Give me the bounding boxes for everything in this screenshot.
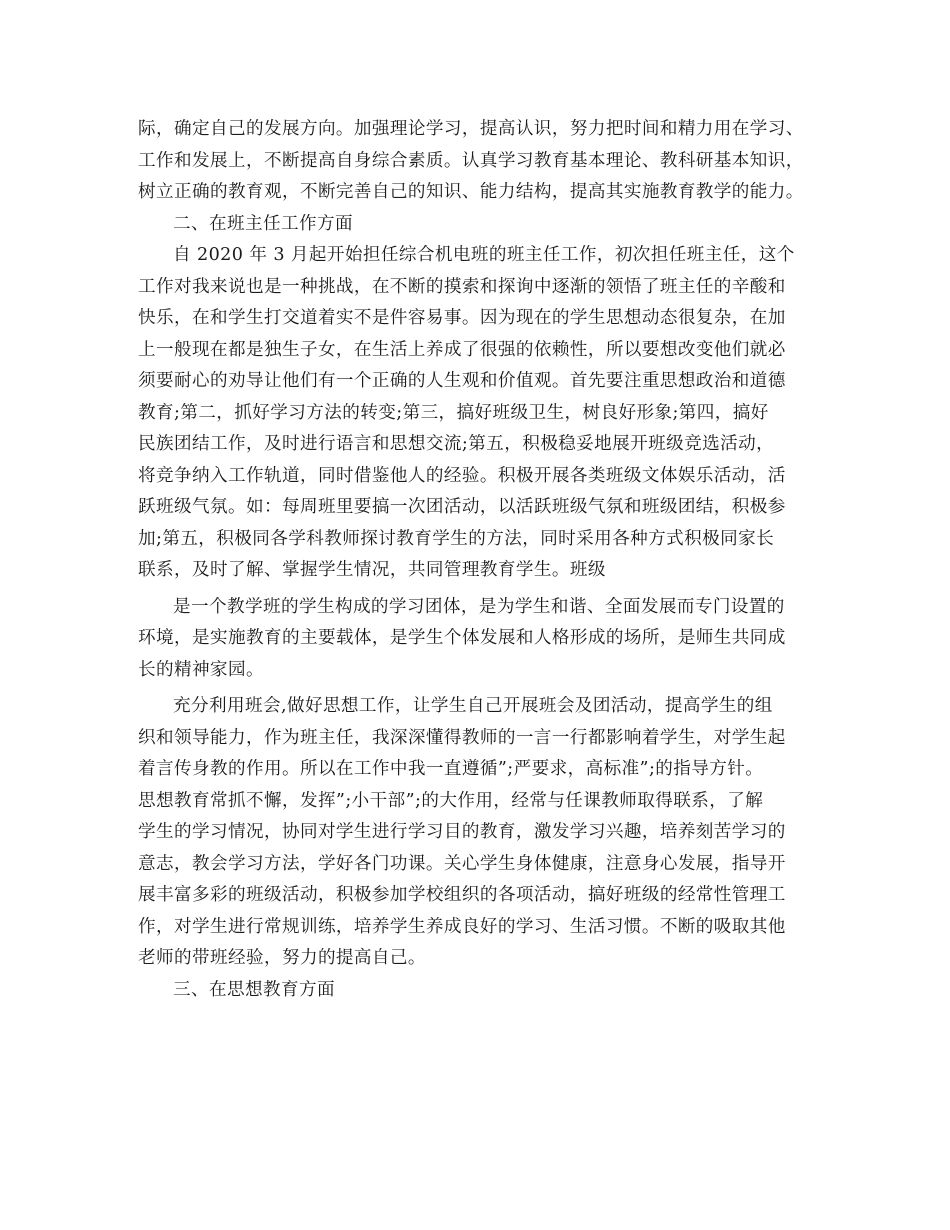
text-line: 跃班级气氛。如：每周班里要搞一次团活动，以活跃班级气氛和班级团结，积极参 (138, 497, 786, 517)
paragraph-class-definition (138, 592, 828, 687)
text-line: 将竞争纳入工作轨道，同时借鉴他人的经验。积极开展各类班级文体娱乐活动，活 (138, 465, 786, 486)
text-line: 快乐，在和学生打交道着实不是件容易事。因为现在的学生思想动态很复杂，在加 (138, 308, 786, 328)
section-heading-ideological-education (138, 975, 828, 1007)
text-line: 是一个教学班的学生构成的学习团体，是为学生和谐、全面发展而专门设置的 (173, 596, 785, 617)
heading-text: 三、在思想教育方面 (173, 979, 335, 1000)
text-line: 长的精神家园。 (138, 659, 264, 680)
text-line: 加;第五，积极同各学科教师探讨教育学生的方法，同时采用各种方式积极同家长 (138, 528, 775, 549)
text-line: 充分利用班会,做好思想工作，让学生自己开展班会及团活动，提高学生的组 (173, 696, 773, 716)
text-line: 老师的带班经验，努力的提高自己。 (138, 948, 426, 968)
text-line: 上一般现在都是独生子女，在生活上养成了很强的依赖性，所以要想改变他们就必 (138, 339, 786, 360)
paragraph-head-teacher-work (138, 240, 828, 587)
text-line: 环境，是实施教育的主要载体，是学生个体发展和人格形成的场所，是师生共同成 (138, 628, 786, 648)
text-line: 学生的学习情况，协同对学生进行学习目的教育，激发学习兴趣，培养刻苦学习的 (138, 822, 786, 842)
text-line: 意志，教会学习方法，学好各门功课。关心学生身体健康，注意身心发展，指导开 (138, 853, 786, 874)
text-line: 展丰富多彩的班级活动，积极参加学校组织的各项活动，搞好班级的经常性管理工 (138, 885, 786, 905)
text-line: 工作对我来说也是一种挑战，在不断的摸索和探询中逐渐的领悟了班主任的辛酸和 (138, 276, 786, 297)
heading-text: 二、在班主任工作方面 (173, 213, 353, 234)
text-line: 须要耐心的劝导让他们有一个正确的人生观和价值观。首先要注重思想政治和道德 (138, 371, 786, 391)
text-line: 作，对学生进行常规训练，培养学生养成良好的学习、生活习惯。不断的吸取其他 (138, 916, 786, 937)
text-line: 织和领导能力，作为班主任，我深深懂得教师的一言一行都影响着学生，对学生起 (138, 727, 786, 748)
document-body (138, 114, 828, 1006)
text-line: 树立正确的教育观，不断完善自己的知识、能力结构，提高其实施教育教学的能力。 (138, 182, 804, 202)
text-line: 民族团结工作，及时进行语言和思想交流;第五，积极稳妥地展开班级竞选活动， (138, 434, 775, 454)
text-line: 着言传身教的作用。所以在工作中我一直遵循”;严要求，高标准”;的指导方针。 (138, 759, 764, 779)
text-line: 联系，及时了解、掌握学生情况，共同管理教育学生。班级 (138, 560, 606, 580)
text-line: 教育;第二，抓好学习方法的转变;第三，搞好班级卫生，树良好形象;第四，搞好 (138, 402, 769, 423)
text-line: 思想教育常抓不懈，发挥”;小干部”;的大作用，经常与任课教师取得联系，了解 (138, 790, 764, 811)
section-heading-head-teacher (138, 209, 828, 241)
text-line: 工作和发展上，不断提高自身综合素质。认真学习教育基本理论、教科研基本知识， (138, 150, 804, 171)
text-line: 际，确定自己的发展方向。加强理论学习，提高认识，努力把时间和精力用在学习、 (138, 119, 804, 139)
text-line: 自 2020 年 3 月起开始担任综合机电班的班主任工作，初次担任班主任，这个 (173, 245, 795, 265)
paragraph-class-meeting (138, 691, 828, 975)
paragraph-continuation (138, 114, 828, 209)
